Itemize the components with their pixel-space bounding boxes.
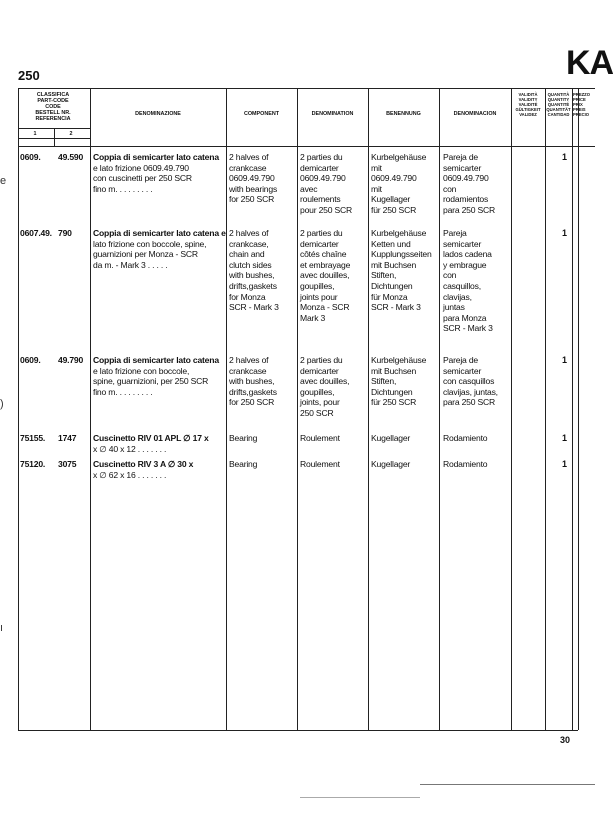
header-sub-1: 1 — [33, 131, 37, 137]
description-line: für Monza — [371, 291, 408, 302]
description-en — [229, 459, 257, 470]
header-denominacion: DENOMINACION — [453, 111, 497, 117]
description-line: mit Buchsen — [371, 365, 417, 376]
description-line: 250 SCR — [300, 407, 334, 418]
description-line: joints pour — [300, 291, 338, 302]
description-es — [443, 433, 487, 444]
description-line: 0609.49.790 — [300, 173, 346, 184]
description-line: SCR - Mark 3 — [443, 323, 493, 334]
description-line: 0609.49.790 — [371, 173, 417, 184]
description-line: Ketten und — [371, 238, 411, 249]
description-line: semicarter — [443, 162, 482, 173]
description-de — [371, 355, 426, 408]
description-line: Roulement — [300, 459, 340, 469]
description-en — [229, 152, 277, 205]
header-line: PREIS — [573, 107, 586, 112]
description-line: et embrayage — [300, 259, 351, 270]
header-line: PRICE — [573, 97, 586, 102]
description-line: clutch sides — [229, 259, 272, 270]
description-line: goupilles, — [300, 280, 335, 291]
description-line: Bearing — [229, 433, 258, 443]
description-it — [93, 459, 193, 480]
description-line: Mark 3 — [300, 312, 326, 323]
description-line: 0609.49.790 — [443, 173, 489, 184]
grid-vline — [226, 88, 227, 730]
header-component: COMPONENT — [243, 111, 280, 117]
description-line: Kugellager — [371, 194, 411, 205]
grid-vline — [90, 88, 91, 730]
grid-vline — [545, 88, 546, 730]
grid-hline — [18, 88, 595, 89]
description-line: juntas — [443, 302, 465, 313]
grid-vline — [368, 88, 369, 730]
description-line: Kugellager — [371, 459, 411, 469]
description-line: for 250 SCR — [229, 194, 275, 205]
header-line: PRIX — [573, 102, 583, 107]
header-denominazione: DENOMINAZIONE — [135, 111, 181, 117]
header-classifica — [18, 92, 88, 122]
description-line: para 250 SCR — [443, 397, 496, 408]
part-code-prefix: 75120. — [20, 459, 46, 469]
quantity: 1 — [562, 433, 568, 443]
description-line: Coppia di semicarter lato catena — [93, 152, 219, 162]
description-de — [371, 459, 410, 470]
description-line: Monza - SCR — [300, 302, 350, 313]
quantity: 1 — [562, 152, 568, 162]
description-fr — [300, 228, 350, 323]
header-line: CANTIDAD — [547, 112, 570, 117]
header-line: REFERENCIA — [35, 116, 71, 122]
description-line: rodamientos — [443, 194, 489, 205]
description-line: Coppia di semicarter lato catena — [93, 355, 219, 365]
description-line: avec douilles, — [300, 376, 350, 387]
description-line: Kurbelgehäuse — [371, 228, 427, 238]
header-line: QUANTITÀ — [547, 92, 570, 97]
part-code-prefix: 0609. — [20, 152, 41, 162]
header-line: QUANTITY — [547, 97, 570, 102]
description-line: Rodamiento — [443, 433, 488, 443]
description-line: demicarter — [300, 162, 339, 173]
description-line: SCR - Mark 3 — [371, 302, 421, 313]
description-line: Pareja de — [443, 152, 478, 162]
description-line: con casquillos — [443, 376, 495, 387]
description-line: 2 parties du — [300, 228, 343, 238]
description-fr — [300, 433, 340, 444]
description-line: Stiften, — [371, 270, 397, 281]
description-line: crankcase — [229, 162, 267, 173]
description-line: guarnizioni per Monza - SCR — [93, 249, 198, 260]
description-fr — [300, 355, 349, 419]
description-line: Kurbelgehäuse — [371, 355, 427, 365]
quantity: 1 — [562, 459, 568, 469]
description-es — [443, 459, 487, 470]
grid-vline — [572, 88, 573, 730]
header-line: VALIDEZ — [519, 112, 537, 117]
description-line: with bushes, — [229, 376, 275, 387]
description-line: mit Buchsen — [371, 259, 417, 270]
description-line: lados cadena — [443, 249, 492, 260]
brand-logo-text: KA — [566, 44, 613, 82]
description-it — [93, 228, 226, 270]
description-line: crankcase, — [229, 238, 269, 249]
description-line: 0609.49.790 — [229, 173, 275, 184]
description-line: casquillos, — [443, 280, 481, 291]
header-line: PREZZO — [573, 92, 590, 97]
part-code-suffix: 1747 — [58, 433, 77, 443]
header-line: PRECIO — [573, 112, 590, 117]
description-line: avec douilles, — [300, 270, 350, 281]
description-fr — [300, 152, 352, 216]
description-line: avec — [300, 183, 318, 194]
description-es — [443, 228, 493, 334]
header-denomination: DENOMINATION — [311, 111, 354, 117]
description-es — [443, 355, 498, 408]
header-line: BESTELL NR. — [35, 110, 71, 116]
description-line: semicarter — [443, 365, 482, 376]
description-line: Dichtungen — [371, 280, 413, 291]
description-line: clavijas, — [443, 291, 472, 302]
description-line: con — [443, 183, 457, 194]
grid-vline — [297, 88, 298, 730]
grid-hline — [18, 146, 595, 147]
scan-line — [300, 797, 420, 798]
description-line: Rodamiento — [443, 459, 488, 469]
header-quantita — [545, 92, 572, 117]
description-line: fino m. . . . . . . . . — [93, 183, 153, 194]
grid-hline — [18, 730, 578, 731]
description-line: y embrague — [443, 259, 487, 270]
header-sub-2: 2 — [69, 131, 73, 137]
description-line: 2 halves of — [229, 355, 269, 365]
description-line: goupilles, — [300, 386, 335, 397]
grid-vline — [439, 88, 440, 730]
description-fr — [300, 459, 340, 470]
description-line: Kurbelgehäuse — [371, 152, 427, 162]
description-line: Dichtungen — [371, 386, 413, 397]
description-line: pour 250 SCR — [300, 204, 353, 215]
description-line: Bearing — [229, 459, 258, 469]
header-prezzo — [573, 92, 595, 117]
description-line: Coppia di semicarter lato catena e — [93, 228, 226, 238]
description-line: semicarter — [443, 238, 482, 249]
quantity: 1 — [562, 228, 568, 238]
description-line: drifts,gaskets — [229, 280, 277, 291]
header-line: QUANTITÄT — [546, 107, 571, 112]
description-line: Kupplungsseiten — [371, 249, 432, 260]
scan-line — [420, 784, 595, 785]
description-line: e lato frizione con boccole, — [93, 365, 190, 376]
description-line: demicarter — [300, 238, 339, 249]
description-line: crankcase — [229, 365, 267, 376]
description-line: joints, pour — [300, 397, 340, 408]
description-line: x ∅ 62 x 16 . . . . . . . — [93, 469, 167, 480]
description-line: 2 halves of — [229, 152, 269, 162]
description-it — [93, 355, 219, 397]
quantity: 1 — [562, 355, 568, 365]
header-line: GÜLTIGKEIT — [515, 107, 541, 112]
description-it — [93, 152, 219, 194]
description-line: Pareja de — [443, 355, 478, 365]
description-line: Cuscinetto RIV 3 A ∅ 30 x — [93, 459, 194, 469]
footer-page-number: 30 — [560, 735, 571, 745]
description-line: para 250 SCR — [443, 204, 496, 215]
description-line: Cuscinetto RIV 01 APL ∅ 17 x — [93, 433, 209, 443]
description-line: para Monza — [443, 312, 487, 323]
part-code-suffix: 49.790 — [58, 355, 84, 365]
description-line: Pareja — [443, 228, 467, 238]
header-line: CLASSIFICA — [36, 92, 70, 98]
description-line: chain and — [229, 249, 265, 260]
part-code-prefix: 0607.49. — [20, 228, 52, 238]
part-code-prefix: 75155. — [20, 433, 46, 443]
description-line: für 250 SCR — [371, 397, 417, 408]
header-line: VALIDITÀ — [518, 92, 538, 97]
description-line: SCR - Mark 3 — [229, 302, 279, 313]
grid-vline — [511, 88, 512, 730]
description-line: mit — [371, 183, 382, 194]
description-line: roulements — [300, 194, 341, 205]
description-en — [229, 355, 277, 408]
description-line: con cuscinetti per 250 SCR — [93, 173, 192, 184]
description-line: for Monza — [229, 291, 266, 302]
description-line: für 250 SCR — [371, 204, 417, 215]
description-line: 2 parties du — [300, 152, 343, 162]
description-line: with bushes, — [229, 270, 275, 281]
description-line: with bearings — [229, 183, 278, 194]
description-it — [93, 433, 209, 454]
header-validita — [511, 92, 545, 117]
part-code-suffix: 3075 — [58, 459, 77, 469]
header-line: CODE — [45, 104, 61, 110]
description-en — [229, 228, 279, 313]
description-line: for 250 SCR — [229, 397, 275, 408]
description-line: e lato frizione 0609.49.790 — [93, 162, 189, 173]
description-line: 2 parties du — [300, 355, 343, 365]
grid-vline — [578, 88, 579, 730]
description-line: drifts,gaskets — [229, 386, 277, 397]
description-line: da m. - Mark 3 . . . . . — [93, 259, 168, 270]
description-de — [371, 433, 410, 444]
page-number: 250 — [18, 68, 40, 83]
description-line: mit — [371, 162, 382, 173]
header-line: QUANTITÉ — [547, 102, 570, 107]
scan-mark: ) — [0, 398, 4, 410]
part-code-suffix: 790 — [58, 228, 72, 238]
description-line: lato frizione con boccole, spine, — [93, 238, 207, 249]
description-line: x ∅ 40 x 12 . . . . . . . — [93, 443, 167, 454]
description-line: 2 halves of — [229, 228, 269, 238]
description-line: côtés chaîne — [300, 249, 347, 260]
description-line: Stiften, — [371, 376, 397, 387]
description-de — [371, 152, 426, 216]
description-line: demicarter — [300, 365, 339, 376]
scan-mark: ı — [0, 622, 4, 634]
description-en — [229, 433, 257, 444]
description-line: Roulement — [300, 433, 340, 443]
description-de — [371, 228, 432, 313]
description-line: Kugellager — [371, 433, 411, 443]
description-line: spine, guarnizioni, per 250 SCR — [93, 376, 209, 387]
grid-vline — [18, 88, 19, 730]
part-code-prefix: 0609. — [20, 355, 41, 365]
header-benennung: BENENNUNG — [386, 111, 421, 117]
description-line: fino m. . . . . . . . . — [93, 386, 153, 397]
scan-mark: e — [0, 175, 7, 187]
part-code-suffix: 49.590 — [58, 152, 84, 162]
grid-vline — [54, 128, 55, 146]
header-line: VALIDITÉ — [518, 102, 538, 107]
header-line: VALIDITY — [518, 97, 538, 102]
description-line: clavijas, juntas, — [443, 386, 498, 397]
description-es — [443, 152, 495, 216]
description-line: con — [443, 270, 457, 281]
header-line: PART-CODE — [37, 98, 69, 104]
